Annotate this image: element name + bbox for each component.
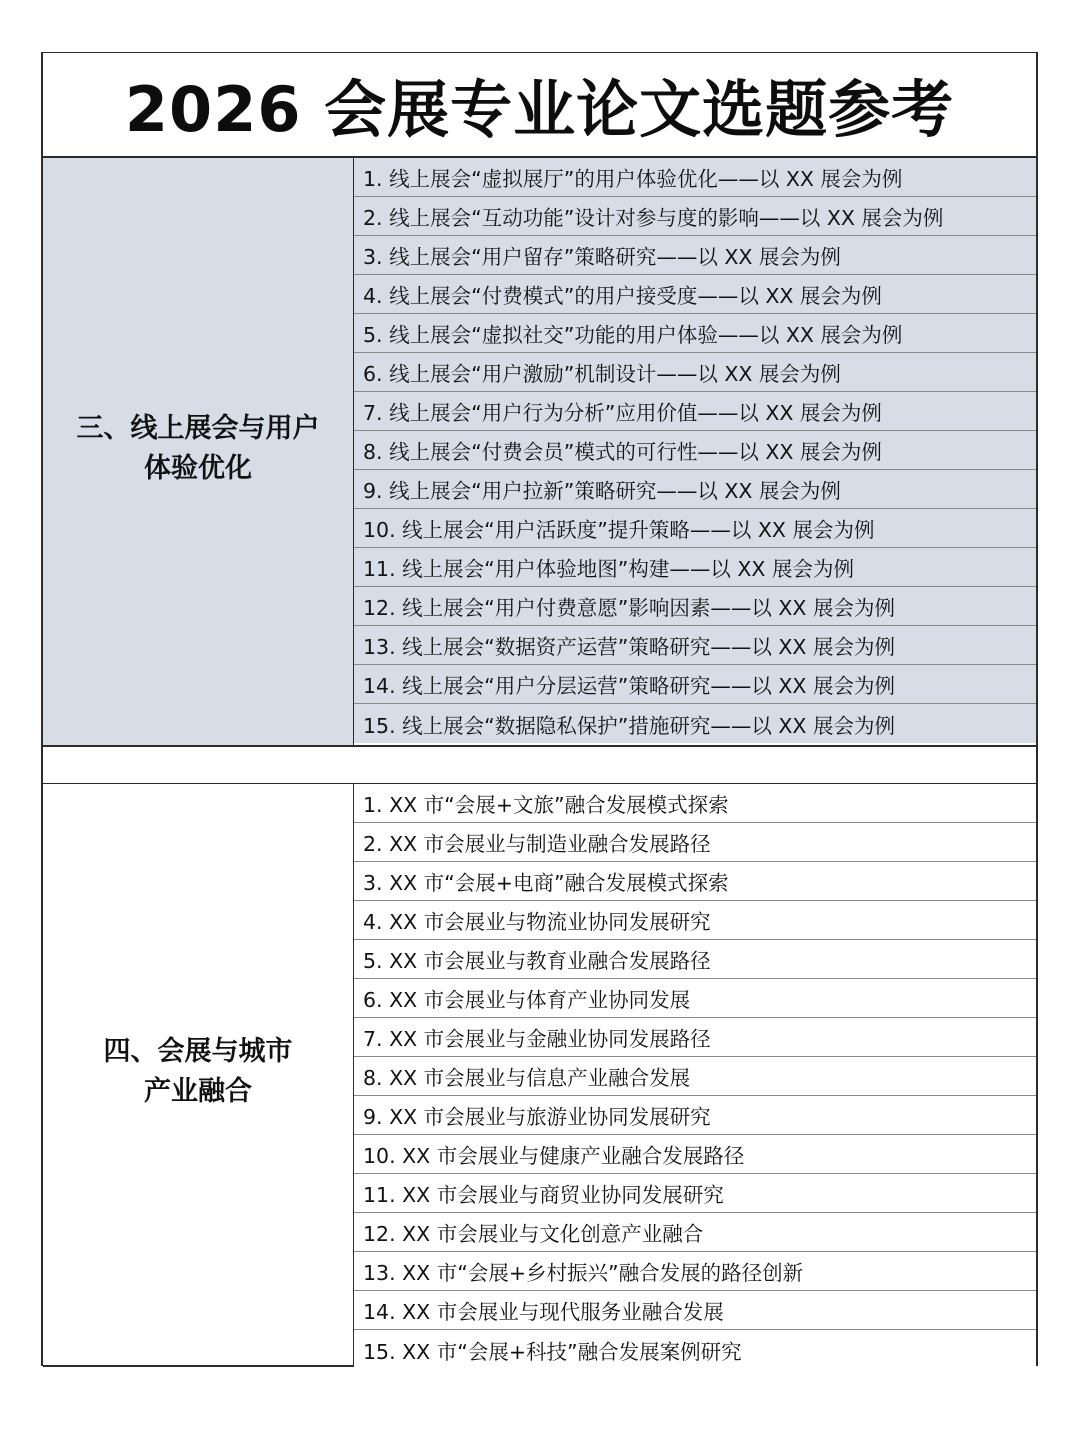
topic-item: 6. 线上展会“用户激励”机制设计——以 XX 展会为例 xyxy=(354,353,1036,392)
topic-item: 8. XX 市会展业与信息产业融合发展 xyxy=(354,1057,1036,1096)
topic-item: 12. XX 市会展业与文化创意产业融合 xyxy=(354,1213,1036,1252)
topic-item: 3. XX 市“会展+电商”融合发展模式探索 xyxy=(354,862,1036,901)
category-cell xyxy=(43,784,354,1365)
topic-table xyxy=(41,52,1038,1366)
category-label: 四、会展与城市 产业融合 xyxy=(103,1035,293,1107)
spacer-row xyxy=(43,745,1036,783)
topic-item: 11. XX 市会展业与商贸业协同发展研究 xyxy=(354,1174,1036,1213)
topic-item: 10. XX 市会展业与健康产业融合发展路径 xyxy=(354,1135,1036,1174)
topic-item: 9. 线上展会“用户拉新”策略研究——以 XX 展会为例 xyxy=(354,470,1036,509)
category-label: 三、线上展会与用户 体验优化 xyxy=(76,412,320,484)
topic-item: 9. XX 市会展业与旅游业协同发展研究 xyxy=(354,1096,1036,1135)
topic-item: 5. 线上展会“虚拟社交”功能的用户体验——以 XX 展会为例 xyxy=(354,314,1036,353)
topic-item: 15. 线上展会“数据隐私保护”措施研究——以 XX 展会为例 xyxy=(354,704,1036,743)
topic-item: 15. XX 市“会展+科技”融合发展案例研究 xyxy=(354,1330,1036,1369)
topic-item: 4. XX 市会展业与物流业协同发展研究 xyxy=(354,901,1036,940)
topic-item: 7. XX 市会展业与金融业协同发展路径 xyxy=(354,1018,1036,1057)
topic-item: 6. XX 市会展业与体育产业协同发展 xyxy=(354,979,1036,1018)
page-title: 2026 会展专业论文选题参考 xyxy=(124,73,955,146)
topic-item: 1. XX 市“会展+文旅”融合发展模式探索 xyxy=(354,784,1036,823)
section-city-industry-integration xyxy=(43,783,1036,1367)
section-online-exhibition-ux xyxy=(43,158,1036,745)
title-row xyxy=(43,53,1036,158)
topic-item: 14. XX 市会展业与现代服务业融合发展 xyxy=(354,1291,1036,1330)
topic-item: 14. 线上展会“用户分层运营”策略研究——以 XX 展会为例 xyxy=(354,665,1036,704)
category-cell xyxy=(43,158,354,745)
topic-item: 13. 线上展会“数据资产运营”策略研究——以 XX 展会为例 xyxy=(354,626,1036,665)
topic-item: 13. XX 市“会展+乡村振兴”融合发展的路径创新 xyxy=(354,1252,1036,1291)
topic-list xyxy=(354,158,1036,745)
topic-item: 8. 线上展会“付费会员”模式的可行性——以 XX 展会为例 xyxy=(354,431,1036,470)
topic-item: 2. XX 市会展业与制造业融合发展路径 xyxy=(354,823,1036,862)
topic-item: 7. 线上展会“用户行为分析”应用价值——以 XX 展会为例 xyxy=(354,392,1036,431)
topic-item: 1. 线上展会“虚拟展厅”的用户体验优化——以 XX 展会为例 xyxy=(354,158,1036,197)
topic-item: 2. 线上展会“互动功能”设计对参与度的影响——以 XX 展会为例 xyxy=(354,197,1036,236)
topic-item: 10. 线上展会“用户活跃度”提升策略——以 XX 展会为例 xyxy=(354,509,1036,548)
topic-item: 12. 线上展会“用户付费意愿”影响因素——以 XX 展会为例 xyxy=(354,587,1036,626)
topic-item: 11. 线上展会“用户体验地图”构建——以 XX 展会为例 xyxy=(354,548,1036,587)
topic-item: 4. 线上展会“付费模式”的用户接受度——以 XX 展会为例 xyxy=(354,275,1036,314)
topic-item: 3. 线上展会“用户留存”策略研究——以 XX 展会为例 xyxy=(354,236,1036,275)
topic-list xyxy=(354,784,1036,1365)
topic-item: 5. XX 市会展业与教育业融合发展路径 xyxy=(354,940,1036,979)
